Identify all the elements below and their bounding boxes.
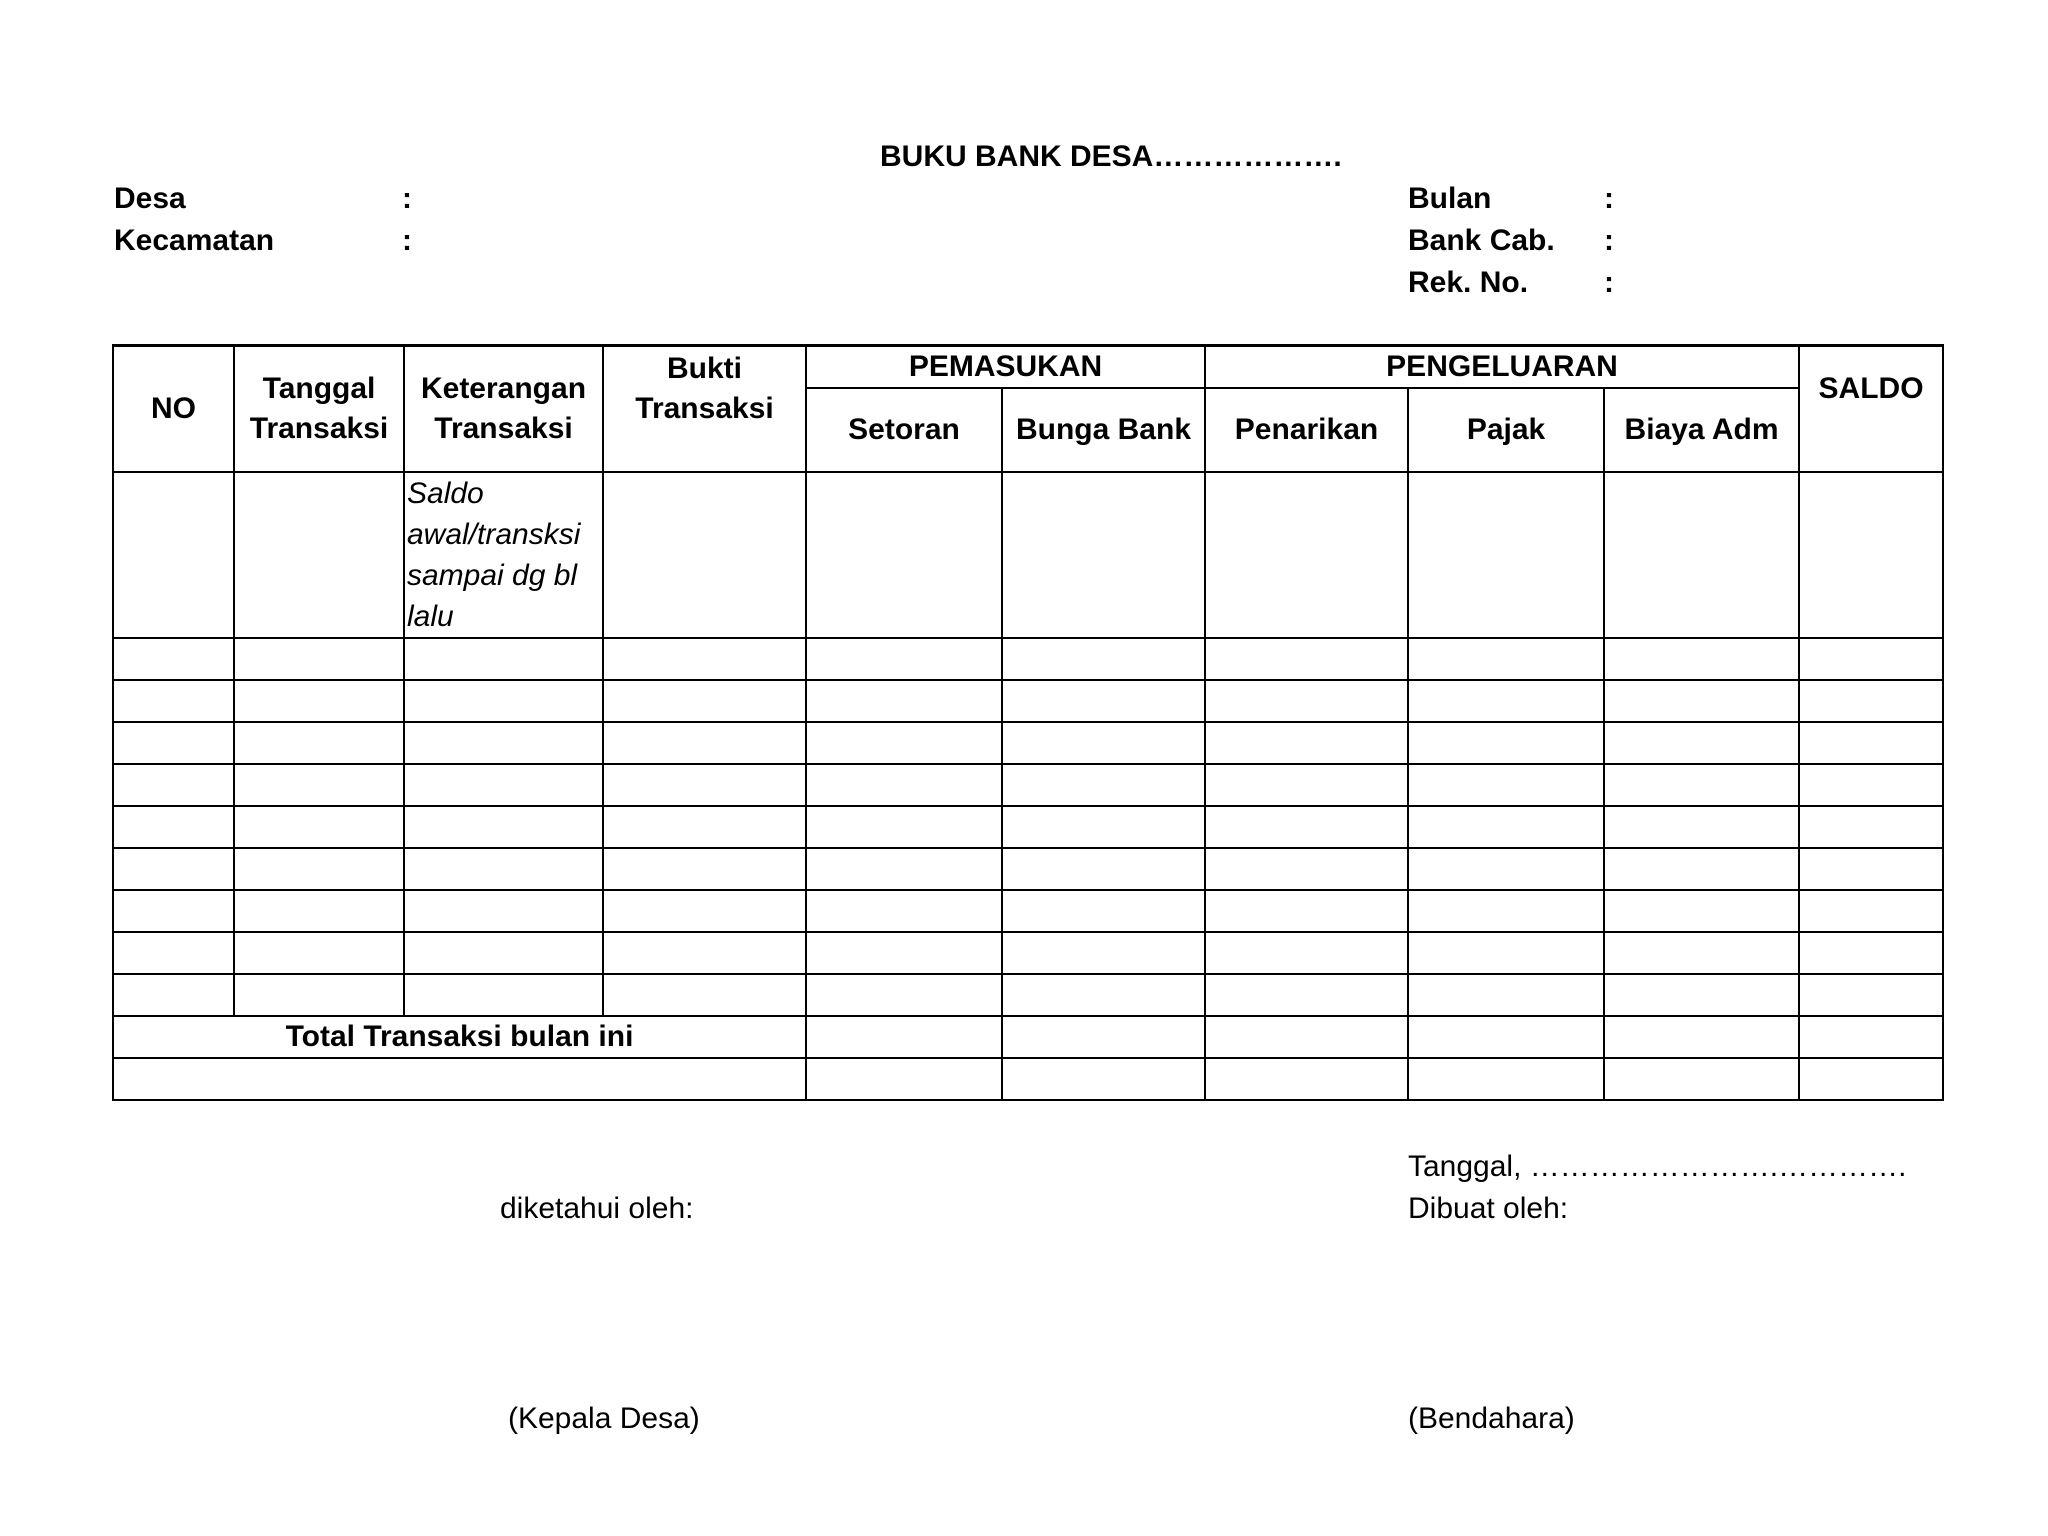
empty-rows bbox=[113, 638, 1943, 1016]
table-cell bbox=[806, 806, 1002, 848]
tanggal-line: Tanggal, …………………….…………. bbox=[1408, 1150, 1907, 1183]
col-header-saldo: SALDO bbox=[1799, 346, 1943, 473]
group-header-pengeluaran: PENGELUARAN bbox=[1205, 346, 1799, 389]
table-cell bbox=[404, 932, 603, 974]
table-cell bbox=[1604, 890, 1799, 932]
table-cell bbox=[1002, 932, 1205, 974]
table-cell bbox=[1205, 1058, 1408, 1100]
table-cell bbox=[1408, 680, 1604, 722]
table-row bbox=[113, 472, 1943, 638]
table-cell bbox=[1408, 932, 1604, 974]
table-cell bbox=[1604, 472, 1799, 638]
table-cell bbox=[1002, 764, 1205, 806]
table-cell bbox=[234, 890, 404, 932]
table-cell bbox=[603, 848, 806, 890]
table-cell bbox=[234, 722, 404, 764]
bulan-separator: : bbox=[1604, 182, 1614, 215]
table-cell bbox=[1604, 1016, 1799, 1058]
kecamatan-label: Kecamatan bbox=[114, 224, 275, 257]
table-row bbox=[113, 848, 1943, 890]
table-cell bbox=[1205, 764, 1408, 806]
table-cell bbox=[603, 680, 806, 722]
table-cell bbox=[603, 722, 806, 764]
table-cell bbox=[1408, 764, 1604, 806]
table-cell bbox=[113, 472, 234, 638]
table-cell bbox=[113, 848, 234, 890]
table-cell bbox=[1002, 680, 1205, 722]
table-row bbox=[113, 722, 1943, 764]
col-header-setoran: Setoran bbox=[806, 388, 1002, 472]
bulan-label: Bulan bbox=[1408, 182, 1492, 215]
total-label: Total Transaksi bulan ini bbox=[113, 1016, 806, 1058]
table-cell bbox=[1799, 890, 1943, 932]
table-row bbox=[113, 806, 1943, 848]
table-cell bbox=[1002, 806, 1205, 848]
table-cell bbox=[234, 680, 404, 722]
table-cell bbox=[1002, 472, 1205, 638]
table-row bbox=[113, 932, 1943, 974]
table-cell bbox=[1799, 764, 1943, 806]
diketahui-label: diketahui oleh: bbox=[500, 1192, 694, 1225]
table-cell bbox=[404, 806, 603, 848]
table-cell bbox=[234, 638, 404, 680]
table-cell bbox=[806, 974, 1002, 1016]
bendahara-signature: (Bendahara) bbox=[1408, 1402, 1575, 1435]
table-cell bbox=[404, 890, 603, 932]
table-cell bbox=[234, 974, 404, 1016]
table-cell bbox=[1799, 848, 1943, 890]
table-cell bbox=[113, 764, 234, 806]
table-cell bbox=[1002, 848, 1205, 890]
table-cell bbox=[1205, 890, 1408, 932]
table-row bbox=[113, 764, 1943, 806]
desa-separator: : bbox=[402, 182, 412, 215]
bank-ledger-table bbox=[112, 344, 1944, 1101]
col-header-keterangan: Keterangan Transaksi bbox=[404, 346, 603, 473]
kepala-desa-signature: (Kepala Desa) bbox=[508, 1402, 700, 1435]
table-cell bbox=[1604, 1058, 1799, 1100]
table-cell bbox=[1799, 974, 1943, 1016]
table-cell bbox=[113, 680, 234, 722]
table-cell bbox=[234, 764, 404, 806]
table-cell bbox=[806, 1016, 1002, 1058]
table-cell bbox=[806, 722, 1002, 764]
table-cell bbox=[806, 848, 1002, 890]
table-cell bbox=[1408, 848, 1604, 890]
table-cell bbox=[1205, 680, 1408, 722]
table-cell bbox=[1205, 806, 1408, 848]
total-row bbox=[113, 1016, 1943, 1058]
header-row-top bbox=[113, 346, 1943, 389]
table-cell bbox=[404, 764, 603, 806]
table-cell bbox=[1002, 1016, 1205, 1058]
table-cell bbox=[1205, 472, 1408, 638]
table-cell bbox=[806, 472, 1002, 638]
table-cell bbox=[113, 806, 234, 848]
table-row bbox=[113, 680, 1943, 722]
col-header-bunga-bank: Bunga Bank bbox=[1002, 388, 1205, 472]
col-header-tanggal: Tanggal Transaksi bbox=[234, 346, 404, 473]
col-header-bukti: Bukti Transaksi bbox=[603, 346, 806, 473]
col-header-pajak: Pajak bbox=[1408, 388, 1604, 472]
table-cell bbox=[404, 848, 603, 890]
table-cell bbox=[404, 680, 603, 722]
table-cell bbox=[1205, 848, 1408, 890]
table-cell bbox=[1604, 806, 1799, 848]
table-cell bbox=[806, 890, 1002, 932]
table-cell bbox=[1408, 638, 1604, 680]
table-cell bbox=[1604, 974, 1799, 1016]
opening-balance-note: Saldo awal/transksi sampai dg bl lalu bbox=[404, 472, 603, 638]
table-cell bbox=[1002, 722, 1205, 764]
table-cell bbox=[1408, 974, 1604, 1016]
table-cell bbox=[603, 890, 806, 932]
table-cell bbox=[1002, 974, 1205, 1016]
table-row bbox=[113, 974, 1943, 1016]
table-cell bbox=[1205, 1016, 1408, 1058]
table-cell bbox=[1604, 932, 1799, 974]
rek-no-separator: : bbox=[1604, 266, 1614, 299]
table-cell bbox=[603, 638, 806, 680]
table-cell bbox=[1799, 806, 1943, 848]
table-row bbox=[113, 890, 1943, 932]
table-cell bbox=[1408, 1058, 1604, 1100]
table-cell bbox=[234, 472, 404, 638]
table-cell bbox=[1205, 932, 1408, 974]
table-cell bbox=[1205, 974, 1408, 1016]
table-cell bbox=[1799, 932, 1943, 974]
group-header-pemasukan: PEMASUKAN bbox=[806, 346, 1205, 389]
table-cell bbox=[404, 722, 603, 764]
table-cell bbox=[1799, 638, 1943, 680]
table-cell bbox=[1799, 680, 1943, 722]
table-cell bbox=[603, 806, 806, 848]
document-title: BUKU BANK DESA………………. bbox=[880, 140, 1342, 173]
table-cell bbox=[1799, 1016, 1943, 1058]
table-cell bbox=[1205, 722, 1408, 764]
table-cell bbox=[1408, 1016, 1604, 1058]
table-cell bbox=[113, 932, 234, 974]
table-cell bbox=[603, 974, 806, 1016]
col-header-no: NO bbox=[113, 346, 234, 473]
kecamatan-separator: : bbox=[402, 224, 412, 257]
table-cell bbox=[806, 638, 1002, 680]
table-cell bbox=[1002, 638, 1205, 680]
table-cell bbox=[234, 848, 404, 890]
desa-label: Desa bbox=[114, 182, 186, 215]
table-cell bbox=[1799, 472, 1943, 638]
table-cell bbox=[1604, 848, 1799, 890]
bank-cab-separator: : bbox=[1604, 224, 1614, 257]
table-cell bbox=[1002, 1058, 1205, 1100]
table-cell bbox=[1408, 890, 1604, 932]
col-header-penarikan: Penarikan bbox=[1205, 388, 1408, 472]
table-cell bbox=[806, 680, 1002, 722]
table-cell bbox=[603, 472, 806, 638]
blank-total-row bbox=[113, 1058, 1943, 1100]
table-cell bbox=[234, 806, 404, 848]
table-cell bbox=[806, 932, 1002, 974]
table-cell bbox=[806, 764, 1002, 806]
dibuat-label: Dibuat oleh: bbox=[1408, 1192, 1569, 1225]
bank-cab-label: Bank Cab. bbox=[1408, 224, 1555, 257]
table-cell bbox=[806, 1058, 1002, 1100]
table-cell bbox=[1205, 638, 1408, 680]
rek-no-label: Rek. No. bbox=[1408, 266, 1529, 299]
table-cell bbox=[404, 638, 603, 680]
table-cell bbox=[1408, 806, 1604, 848]
col-header-biaya-adm: Biaya Adm bbox=[1604, 388, 1799, 472]
table-row bbox=[113, 638, 1943, 680]
table-cell bbox=[603, 932, 806, 974]
table-cell bbox=[1604, 722, 1799, 764]
table-cell bbox=[404, 974, 603, 1016]
table-cell bbox=[603, 764, 806, 806]
table-cell bbox=[1002, 890, 1205, 932]
table-cell bbox=[1604, 680, 1799, 722]
table-cell bbox=[1799, 722, 1943, 764]
table-cell bbox=[1799, 1058, 1943, 1100]
table-cell bbox=[1604, 638, 1799, 680]
table-cell bbox=[113, 1058, 806, 1100]
table-cell bbox=[113, 974, 234, 1016]
table-cell bbox=[234, 932, 404, 974]
table-cell bbox=[113, 722, 234, 764]
table-cell bbox=[1604, 764, 1799, 806]
table-cell bbox=[1408, 722, 1604, 764]
table-cell bbox=[1408, 472, 1604, 638]
table-cell bbox=[113, 638, 234, 680]
table-cell bbox=[113, 890, 234, 932]
